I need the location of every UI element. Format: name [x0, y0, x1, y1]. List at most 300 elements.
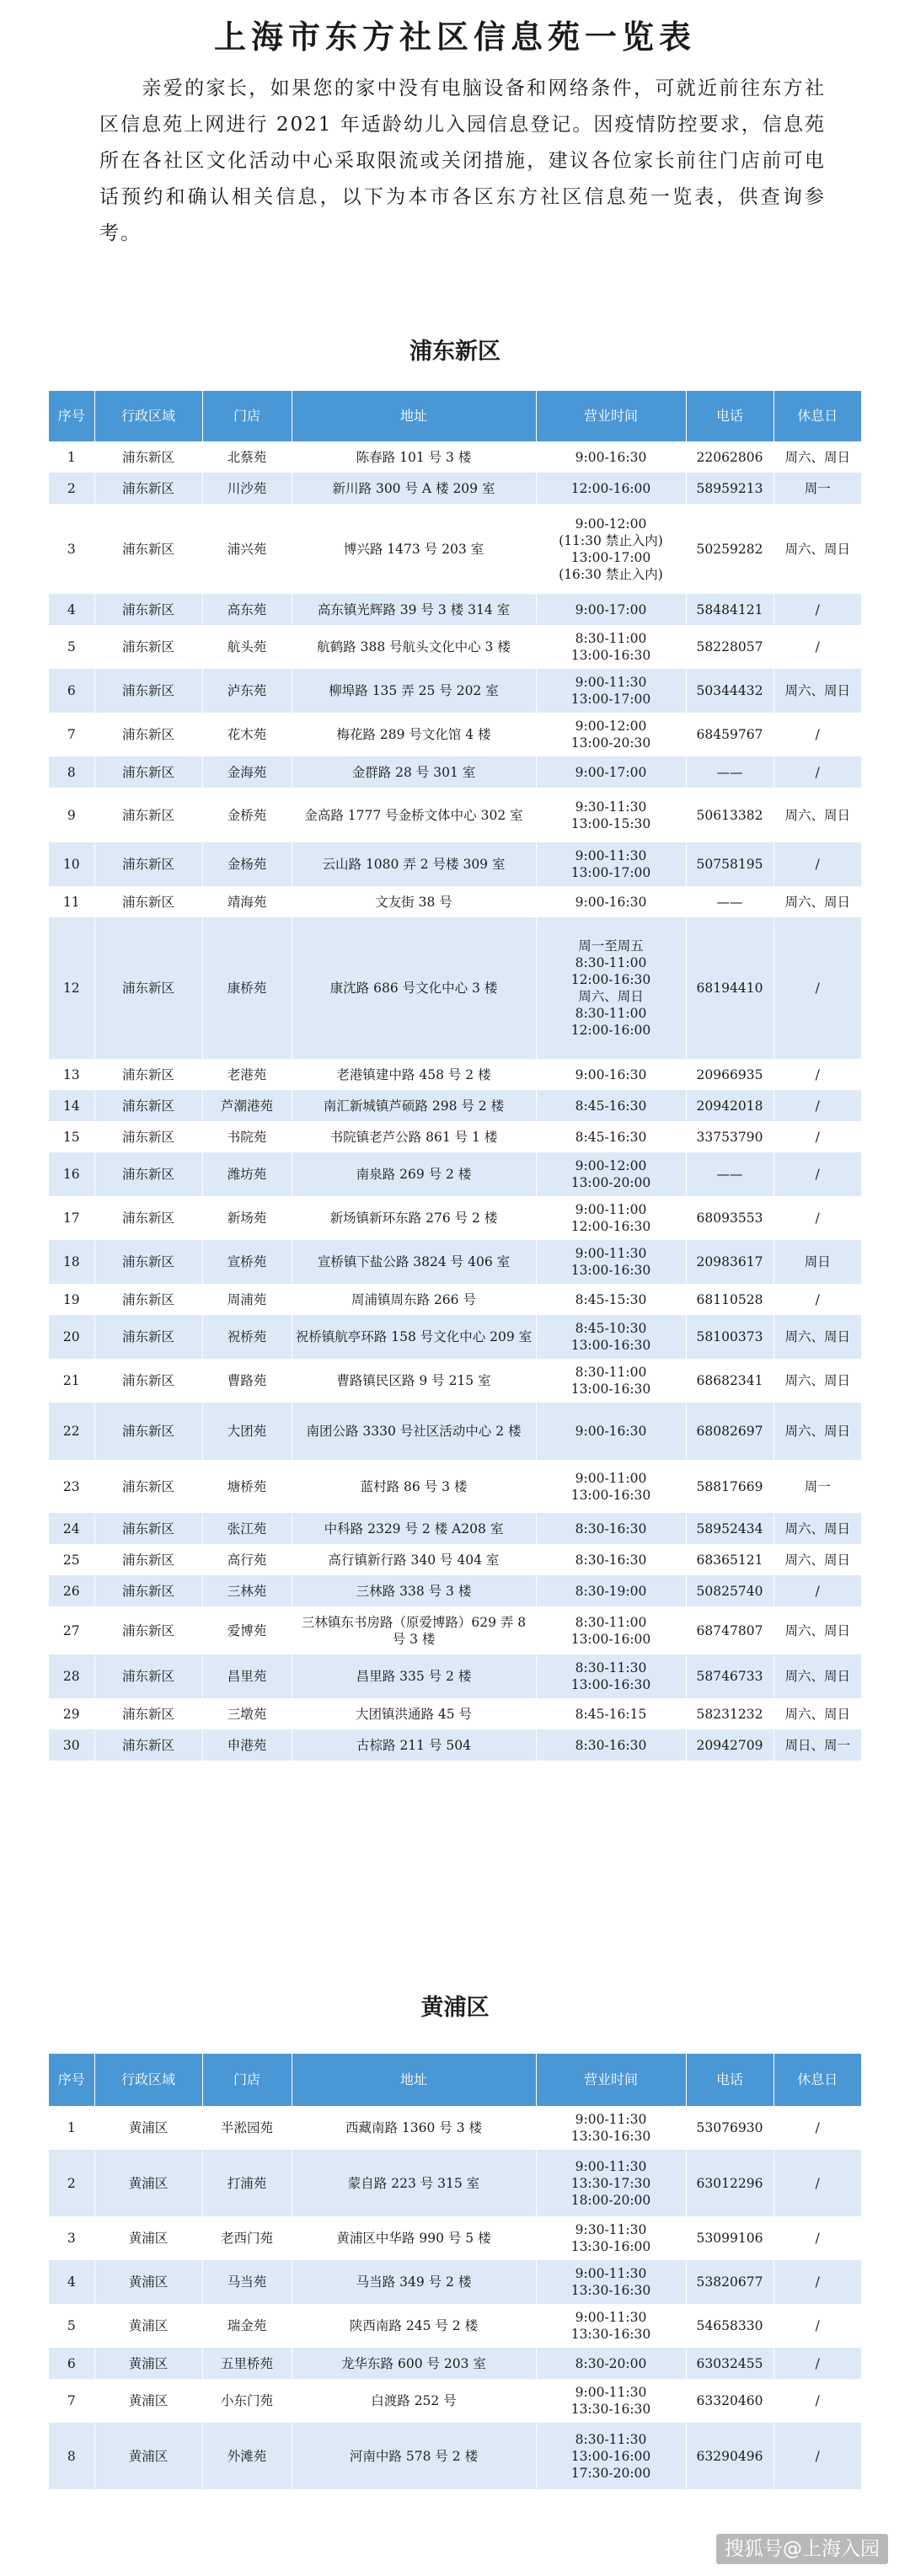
seq-cell: 30	[49, 1729, 94, 1761]
rest-day-cell: /	[815, 2355, 820, 2371]
address-cell: 宣桥镇下盐公路 3824 号 406 室	[292, 1240, 536, 1284]
table-row	[49, 1196, 861, 1240]
hours-cell: 9:00-11:30 13:00-16:30	[536, 1240, 686, 1284]
branch-cell: 五里桥苑	[202, 2348, 292, 2379]
branch-cell: 泸东苑	[202, 669, 292, 713]
branch-cell: 金海苑	[202, 756, 292, 788]
rest-day-cell: /	[815, 2318, 820, 2333]
address-cell: 白渡路 252 号	[292, 2379, 536, 2423]
seq-cell: 16	[49, 1152, 94, 1196]
address-cell: 黄浦区中华路 990 号 5 楼	[292, 2216, 536, 2260]
rest-day-cell: /	[815, 1583, 820, 1599]
branch-cell: 三林苑	[202, 1575, 292, 1606]
hours-cell: 8:45-15:30	[536, 1284, 686, 1315]
address-cell: 南汇新城镇芦硕路 298 号 2 楼	[292, 1090, 536, 1121]
hours-cell: 9:30-11:30 13:30-16:00	[536, 2216, 686, 2260]
district-cell: 浦东新区	[94, 1698, 202, 1729]
address-cell: 高东镇光辉路 39 号 3 楼 314 室	[292, 594, 536, 625]
table-row	[49, 504, 861, 594]
phone-cell: 50259282	[686, 504, 774, 594]
seq-cell: 10	[49, 842, 94, 886]
seq-cell: 8	[49, 756, 94, 788]
seq-cell: 29	[49, 1698, 94, 1729]
district-cell: 黄浦区	[94, 2423, 202, 2489]
branch-cell: 申港苑	[202, 1729, 292, 1761]
phone-cell: 63032455	[686, 2348, 774, 2379]
table-row	[49, 2304, 861, 2348]
district-cell: 浦东新区	[94, 1059, 202, 1090]
seq-cell: 9	[49, 788, 94, 842]
hours-cell: 9:00-17:00	[536, 756, 686, 788]
hours-cell: 8:45-16:30	[536, 1090, 686, 1121]
rest-day-cell: 周六、周日	[784, 807, 850, 823]
seq-cell: 8	[49, 2423, 94, 2489]
seq-cell: 25	[49, 1544, 94, 1575]
branch-cell: 新场苑	[202, 1196, 292, 1240]
phone-cell: 63320460	[686, 2379, 774, 2423]
branch-cell: 高行苑	[202, 1544, 292, 1575]
table-row	[49, 1403, 861, 1460]
rest-day-cell: /	[815, 1167, 820, 1182]
address-cell: 蒙自路 223 号 315 室	[292, 2150, 536, 2216]
table-row	[49, 1544, 861, 1575]
table-row	[49, 1359, 861, 1403]
district-cell: 浦东新区	[94, 1196, 202, 1240]
branch-cell: 高东苑	[202, 594, 292, 625]
table-row	[49, 1575, 861, 1606]
district-cell: 浦东新区	[94, 441, 202, 473]
district-cell: 浦东新区	[94, 917, 202, 1059]
rest-day-cell: /	[815, 1211, 820, 1226]
branch-cell: 北蔡苑	[202, 441, 292, 473]
table-row	[49, 1606, 861, 1654]
district-cell: 黄浦区	[94, 2260, 202, 2304]
hours-cell: 8:30-11:00 13:00-16:00	[536, 1606, 686, 1654]
hours-cell: 9:00-12:00 13:00-20:00	[536, 1152, 686, 1196]
phone-cell: 68093553	[686, 1196, 774, 1240]
district-cell: 浦东新区	[94, 1403, 202, 1460]
intro-paragraph	[99, 71, 826, 252]
column-header: 地址	[292, 2054, 536, 2106]
district-cell: 浦东新区	[94, 842, 202, 886]
address-cell: 航鹤路 388 号航头文化中心 3 楼	[292, 625, 536, 669]
phone-cell: 50613382	[686, 788, 774, 842]
section-heading-huangpu: 黄浦区	[420, 1995, 490, 2021]
seq-cell: 6	[49, 669, 94, 713]
address-cell: 大团镇洪通路 45 号	[292, 1698, 536, 1729]
seq-cell: 1	[49, 2106, 94, 2150]
rest-day-cell: /	[815, 639, 820, 655]
seq-cell: 15	[49, 1121, 94, 1152]
phone-cell: 68365121	[686, 1544, 774, 1575]
branch-cell: 花木苑	[202, 713, 292, 756]
seq-cell: 22	[49, 1403, 94, 1460]
seq-cell: 6	[49, 2348, 94, 2379]
phone-cell: 68747807	[686, 1606, 774, 1654]
seq-cell: 1	[49, 441, 94, 473]
phone-cell: 63290496	[686, 2423, 774, 2489]
seq-cell: 23	[49, 1460, 94, 1513]
table-header-row	[49, 391, 861, 441]
hours-cell: 9:00-11:30 13:30-16:30	[536, 2260, 686, 2304]
branch-cell: 三墩苑	[202, 1698, 292, 1729]
branch-cell: 张江苑	[202, 1513, 292, 1544]
branch-cell: 曹路苑	[202, 1359, 292, 1403]
table-row	[49, 1121, 861, 1152]
hours-cell: 9:00-16:30	[536, 1403, 686, 1460]
district-cell: 浦东新区	[94, 1544, 202, 1575]
rest-day-cell: /	[815, 727, 820, 742]
table-row	[49, 2150, 861, 2216]
district-cell: 浦东新区	[94, 1460, 202, 1513]
seq-cell: 5	[49, 2304, 94, 2348]
directory-table-pudong	[49, 391, 861, 1761]
address-cell: 三林镇东书房路（原爱博路）629 弄 8 号 3 楼	[292, 1606, 536, 1654]
seq-cell: 11	[49, 886, 94, 917]
rest-day-cell: /	[815, 1129, 820, 1145]
phone-cell: ——	[686, 1152, 774, 1196]
hours-cell: 12:00-16:00	[536, 473, 686, 504]
address-cell: 中科路 2329 号 2 楼 A208 室	[292, 1513, 536, 1544]
table-row	[49, 1152, 861, 1196]
address-cell: 新场镇新环东路 276 号 2 楼	[292, 1196, 536, 1240]
branch-cell: 老西门苑	[202, 2216, 292, 2260]
phone-cell: 22062806	[686, 441, 774, 473]
hours-cell: 8:45-16:30	[536, 1121, 686, 1152]
phone-cell: 50344432	[686, 669, 774, 713]
rest-day-cell: 周六、周日	[784, 1424, 850, 1439]
branch-cell: 金杨苑	[202, 842, 292, 886]
hours-cell: 9:00-11:00 13:00-16:30	[536, 1460, 686, 1513]
district-cell: 浦东新区	[94, 1240, 202, 1284]
address-cell: 柳埠路 135 弄 25 号 202 室	[292, 669, 536, 713]
district-cell: 黄浦区	[94, 2150, 202, 2216]
phone-cell: 50825740	[686, 1575, 774, 1606]
branch-cell: 爱博苑	[202, 1606, 292, 1654]
hours-cell: 9:00-16:30	[536, 441, 686, 473]
column-header: 行政区域	[94, 391, 202, 441]
address-cell: 周浦镇周东路 266 号	[292, 1284, 536, 1315]
rest-day-cell: 周一	[804, 1478, 831, 1494]
table-row	[49, 1698, 861, 1729]
rest-day-cell: 周六、周日	[784, 1329, 850, 1344]
column-header: 行政区域	[94, 2054, 202, 2106]
address-cell: 高行镇新行路 340 号 404 室	[292, 1544, 536, 1575]
address-cell: 梅花路 289 号文化馆 4 楼	[292, 713, 536, 756]
branch-cell: 塘桥苑	[202, 1460, 292, 1513]
rest-day-cell: /	[815, 2175, 820, 2191]
hours-cell: 9:00-12:00 13:00-20:30	[536, 713, 686, 756]
district-cell: 黄浦区	[94, 2106, 202, 2150]
address-cell: 陕西南路 245 号 2 楼	[292, 2304, 536, 2348]
address-cell: 云山路 1080 弄 2 号楼 309 室	[292, 842, 536, 886]
table-row	[49, 473, 861, 504]
column-header: 序号	[49, 391, 94, 441]
column-header: 地址	[292, 391, 536, 441]
table-row	[49, 1460, 861, 1513]
district-cell: 浦东新区	[94, 504, 202, 594]
hours-cell: 9:00-11:30 13:30-16:30	[536, 2379, 686, 2423]
hours-cell: 9:00-12:00 (11:30 禁止入内) 13:00-17:00 (16:30 禁止入内)	[536, 504, 686, 594]
district-cell: 浦东新区	[94, 788, 202, 842]
district-cell: 浦东新区	[94, 1315, 202, 1359]
phone-cell: 68082697	[686, 1403, 774, 1460]
address-cell: 祝桥镇航亭环路 158 号文化中心 209 室	[292, 1315, 536, 1359]
rest-day-cell: /	[815, 1066, 820, 1082]
district-cell: 浦东新区	[94, 713, 202, 756]
hours-cell: 8:30-16:30	[536, 1544, 686, 1575]
branch-cell: 老港苑	[202, 1059, 292, 1090]
hours-cell: 9:00-11:00 12:00-16:30	[536, 1196, 686, 1240]
hours-cell: 8:30-20:00	[536, 2348, 686, 2379]
seq-cell: 28	[49, 1654, 94, 1698]
table-row	[49, 2260, 861, 2304]
table-row	[49, 2379, 861, 2423]
table-row	[49, 788, 861, 842]
branch-cell: 浦兴苑	[202, 504, 292, 594]
phone-cell: 58100373	[686, 1315, 774, 1359]
branch-cell: 马当苑	[202, 2260, 292, 2304]
district-cell: 浦东新区	[94, 473, 202, 504]
table-row	[49, 842, 861, 886]
seq-cell: 27	[49, 1606, 94, 1654]
table-row	[49, 1315, 861, 1359]
branch-cell: 昌里苑	[202, 1654, 292, 1698]
rest-day-cell: 周六、周日	[784, 683, 850, 698]
district-cell: 浦东新区	[94, 1654, 202, 1698]
rest-day-cell: 周六、周日	[784, 1669, 850, 1684]
hours-cell: 9:00-11:30 13:00-17:00	[536, 669, 686, 713]
rest-day-cell: /	[815, 981, 820, 996]
district-cell: 黄浦区	[94, 2379, 202, 2423]
seq-cell: 26	[49, 1575, 94, 1606]
seq-cell: 3	[49, 504, 94, 594]
phone-cell: 58746733	[686, 1654, 774, 1698]
seq-cell: 3	[49, 2216, 94, 2260]
table-row	[49, 2423, 861, 2489]
address-cell: 康沈路 686 号文化中心 3 楼	[292, 917, 536, 1059]
address-cell: 昌里路 335 号 2 楼	[292, 1654, 536, 1698]
table-row	[49, 1284, 861, 1315]
branch-cell: 潍坊苑	[202, 1152, 292, 1196]
branch-cell: 康桥苑	[202, 917, 292, 1059]
column-header: 门店	[202, 391, 292, 441]
column-header: 休息日	[774, 2054, 861, 2106]
address-cell: 古棕路 211 号 504	[292, 1729, 536, 1761]
address-cell: 金群路 28 号 301 室	[292, 756, 536, 788]
phone-cell: 58231232	[686, 1698, 774, 1729]
address-cell: 博兴路 1473 号 203 室	[292, 504, 536, 594]
table-row	[49, 1240, 861, 1284]
column-header: 营业时间	[536, 391, 686, 441]
district-cell: 浦东新区	[94, 625, 202, 669]
seq-cell: 13	[49, 1059, 94, 1090]
seq-cell: 7	[49, 713, 94, 756]
seq-cell: 4	[49, 2260, 94, 2304]
page-title: 上海市东方社区信息苑一览表	[213, 18, 696, 56]
rest-day-cell: 周六、周日	[784, 1373, 850, 1388]
hours-cell: 周一至周五 8:30-11:00 12:00-16:30 周六、周日 8:30-11:00 12:00-16:00	[536, 917, 686, 1059]
phone-cell: 20942018	[686, 1090, 774, 1121]
branch-cell: 打浦苑	[202, 2150, 292, 2216]
rest-day-cell: 周六、周日	[784, 541, 850, 557]
address-cell: 陈春路 101 号 3 楼	[292, 441, 536, 473]
hours-cell: 9:00-17:00	[536, 594, 686, 625]
rest-day-cell: 周一	[804, 480, 831, 496]
intro-text: 亲爱的家长，如果您的家中没有电脑设备和网络条件，可就近前往东方社区信息苑上网进行 2021 年适龄幼儿入园信息登记。因疫情防控要求，信息苑所在各社区文化活动中心采取限流或关闭措施，建议各位家长前往门店前可电话预约和确认相关信息，以下为本市各区东方社区信息苑一览表，供查询参考。	[99, 77, 826, 244]
address-cell: 蓝村路 86 号 3 楼	[292, 1460, 536, 1513]
seq-cell: 21	[49, 1359, 94, 1403]
address-cell: 文友街 38 号	[292, 886, 536, 917]
seq-cell: 18	[49, 1240, 94, 1284]
district-cell: 黄浦区	[94, 2304, 202, 2348]
seq-cell: 20	[49, 1315, 94, 1359]
hours-cell: 8:45-16:15	[536, 1698, 686, 1729]
hours-cell: 8:30-11:00 13:00-16:30	[536, 1359, 686, 1403]
phone-cell: 53076930	[686, 2106, 774, 2150]
column-header: 序号	[49, 2054, 94, 2106]
table-row	[49, 625, 861, 669]
address-cell: 河南中路 578 号 2 楼	[292, 2423, 536, 2489]
seq-cell: 24	[49, 1513, 94, 1544]
rest-day-cell: /	[815, 1098, 820, 1114]
district-cell: 浦东新区	[94, 1359, 202, 1403]
rest-day-cell: /	[815, 2448, 820, 2464]
phone-cell: ——	[686, 756, 774, 788]
hours-cell: 8:30-19:00	[536, 1575, 686, 1606]
seq-cell: 2	[49, 473, 94, 504]
seq-cell: 4	[49, 594, 94, 625]
table-row	[49, 1729, 861, 1761]
address-cell: 马当路 349 号 2 楼	[292, 2260, 536, 2304]
address-cell: 龙华东路 600 号 203 室	[292, 2348, 536, 2379]
phone-cell: 58484121	[686, 594, 774, 625]
phone-cell: 68110528	[686, 1284, 774, 1315]
seq-cell: 17	[49, 1196, 94, 1240]
hours-cell: 9:00-11:30 13:30-16:30	[536, 2304, 686, 2348]
directory-table-huangpu	[49, 2054, 861, 2489]
hours-cell: 9:00-16:30	[536, 886, 686, 917]
table-row	[49, 713, 861, 756]
branch-cell: 书院苑	[202, 1121, 292, 1152]
rest-day-cell: 周六、周日	[784, 1520, 850, 1537]
rest-day-cell: /	[815, 2120, 820, 2135]
hours-cell: 8:30-16:30	[536, 1513, 686, 1544]
column-header: 营业时间	[536, 2054, 686, 2106]
district-cell: 浦东新区	[94, 1729, 202, 1761]
branch-cell: 金桥苑	[202, 788, 292, 842]
hours-cell: 9:00-11:30 13:00-17:00	[536, 842, 686, 886]
rest-day-cell: /	[815, 764, 820, 780]
branch-cell: 瑞金苑	[202, 2304, 292, 2348]
table-row	[49, 1090, 861, 1121]
hours-cell: 8:45-10:30 13:00-16:30	[536, 1315, 686, 1359]
address-cell: 书院镇老芦公路 861 号 1 楼	[292, 1121, 536, 1152]
table-row	[49, 1059, 861, 1090]
phone-cell: 20966935	[686, 1059, 774, 1090]
district-cell: 黄浦区	[94, 2216, 202, 2260]
rest-day-cell: /	[815, 601, 820, 617]
district-cell: 浦东新区	[94, 1152, 202, 1196]
hours-cell: 8:30-16:30	[536, 1729, 686, 1761]
phone-cell: 68682341	[686, 1359, 774, 1403]
phone-cell: 33753790	[686, 1121, 774, 1152]
phone-cell: 53099106	[686, 2216, 774, 2260]
branch-cell: 航头苑	[202, 625, 292, 669]
phone-cell: 58959213	[686, 473, 774, 504]
source-watermark: 搜狐号@上海入园	[716, 2534, 888, 2564]
branch-cell: 小东门苑	[202, 2379, 292, 2423]
table-row	[49, 2106, 861, 2150]
phone-cell: 58952434	[686, 1513, 774, 1544]
seq-cell: 5	[49, 625, 94, 669]
branch-cell: 大团苑	[202, 1403, 292, 1460]
rest-day-cell: /	[815, 2274, 820, 2290]
table-row	[49, 441, 861, 473]
column-header: 休息日	[774, 391, 861, 441]
hours-cell: 8:30-11:30 13:00-16:30	[536, 1654, 686, 1698]
rest-day-cell: 周六、周日	[784, 894, 850, 910]
rest-day-cell: 周六、周日	[784, 1552, 850, 1568]
rest-day-cell: 周日、周一	[784, 1737, 850, 1753]
district-cell: 浦东新区	[94, 1575, 202, 1606]
table-row	[49, 1654, 861, 1698]
district-cell: 浦东新区	[94, 1090, 202, 1121]
branch-cell: 祝桥苑	[202, 1315, 292, 1359]
address-cell: 金高路 1777 号金桥文体中心 302 室	[292, 788, 536, 842]
phone-cell: 50758195	[686, 842, 774, 886]
address-cell: 南泉路 269 号 2 楼	[292, 1152, 536, 1196]
seq-cell: 2	[49, 2150, 94, 2216]
branch-cell: 外滩苑	[202, 2423, 292, 2489]
hours-cell: 9:00-11:30 13:30-16:30	[536, 2106, 686, 2150]
rest-day-cell: /	[815, 1291, 820, 1307]
rest-day-cell: /	[815, 2393, 820, 2408]
table-row	[49, 594, 861, 625]
hours-cell: 9:30-11:30 13:00-15:30	[536, 788, 686, 842]
rest-day-cell: /	[815, 2231, 820, 2246]
hours-cell: 8:30-11:30 13:00-16:00 17:30-20:00	[536, 2423, 686, 2489]
phone-cell: 68459767	[686, 713, 774, 756]
address-cell: 曹路镇民区路 9 号 215 室	[292, 1359, 536, 1403]
district-cell: 浦东新区	[94, 756, 202, 788]
branch-cell: 宣桥苑	[202, 1240, 292, 1284]
table-row	[49, 2216, 861, 2260]
rest-day-cell: 周六、周日	[784, 1622, 850, 1638]
hours-cell: 9:00-11:30 13:30-17:30 18:00-20:00	[536, 2150, 686, 2216]
branch-cell: 周浦苑	[202, 1284, 292, 1315]
address-cell: 西藏南路 1360 号 3 楼	[292, 2106, 536, 2150]
phone-cell: 20983617	[686, 1240, 774, 1284]
rest-day-cell: /	[815, 857, 820, 872]
table-header-row	[49, 2054, 861, 2106]
phone-cell: 68194410	[686, 917, 774, 1059]
address-cell: 新川路 300 号 A 楼 209 室	[292, 473, 536, 504]
address-cell: 老港镇建中路 458 号 2 楼	[292, 1059, 536, 1090]
table-row	[49, 2348, 861, 2379]
seq-cell: 12	[49, 917, 94, 1059]
table-row	[49, 1513, 861, 1544]
district-cell: 浦东新区	[94, 669, 202, 713]
column-header: 电话	[686, 2054, 774, 2106]
phone-cell: 58228057	[686, 625, 774, 669]
seq-cell: 7	[49, 2379, 94, 2423]
phone-cell: 53820677	[686, 2260, 774, 2304]
hours-cell: 8:30-11:00 13:00-16:30	[536, 625, 686, 669]
district-cell: 浦东新区	[94, 1284, 202, 1315]
branch-cell: 芦潮港苑	[202, 1090, 292, 1121]
hours-cell: 9:00-16:30	[536, 1059, 686, 1090]
